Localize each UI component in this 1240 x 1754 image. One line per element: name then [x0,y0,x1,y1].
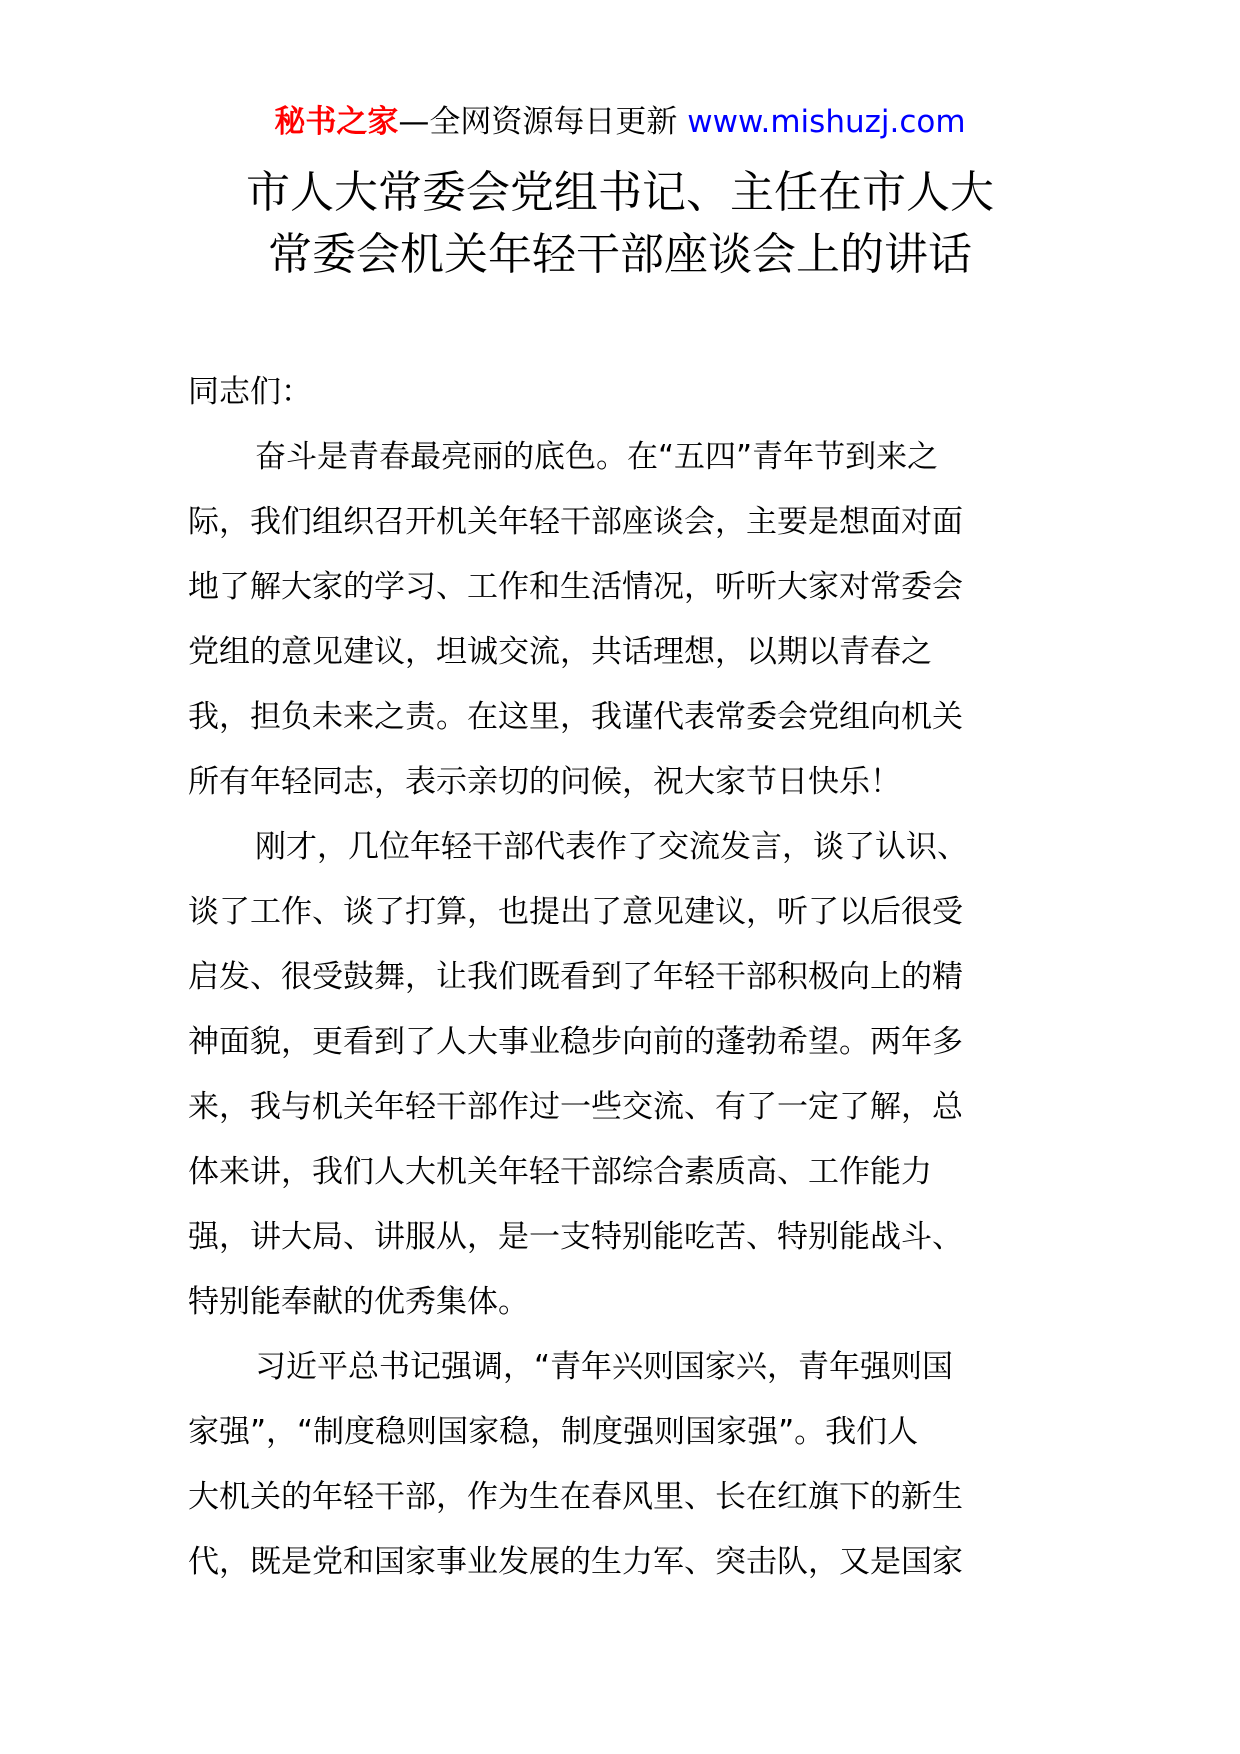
body-line: 大机关的年轻干部，作为生在春风里、长在红旗下的新生 [188,1479,963,1515]
site-url[interactable]: www.mishuzj.com [687,104,966,140]
body-line: 代，既是党和国家事业发展的生力军、突击队，又是国家 [188,1544,963,1580]
body-line: 家强”，“制度稳则国家稳，制度强则国家强”。我们人 [188,1414,919,1450]
site-header [0,100,1240,144]
body-line: 习近平总书记强调，“青年兴则国家兴，青年强则国 [255,1349,954,1385]
document-title [0,162,1240,286]
body-line: 所有年轻同志，表示亲切的问候，祝大家节日快乐！ [188,764,901,800]
body-line: 来，我与机关年轻干部作过一些交流、有了一定了解，总 [188,1089,963,1125]
body-line: 神面貌，更看到了人大事业稳步向前的蓬勃希望。两年多 [188,1024,963,1060]
body-line: 特别能奉献的优秀集体。 [188,1284,529,1320]
salutation: 同志们： [188,374,312,410]
body-line: 启发、很受鼓舞，让我们既看到了年轻干部积极向上的精 [188,959,963,995]
body-line: 奋斗是青春最亮丽的底色。在“五四”青年节到来之 [255,439,939,475]
title-line-2: 常委会机关年轻干部座谈会上的讲话 [268,229,972,280]
body-line: 体来讲，我们人大机关年轻干部综合素质高、工作能力 [188,1154,932,1190]
site-slogan: —全网资源每日更新 [398,104,688,140]
title-line-1: 市人大常委会党组书记、主任在市人大 [246,167,994,218]
brand-name: 秘书之家 [274,104,399,140]
body-line: 我，担负未来之责。在这里，我谨代表常委会党组向机关 [188,699,963,735]
body-line: 地了解大家的学习、工作和生活情况，听听大家对常委会 [188,569,963,605]
body-line: 强，讲大局、讲服从，是一支特别能吃苦、特别能战斗、 [188,1219,963,1255]
body-line: 际，我们组织召开机关年轻干部座谈会，主要是想面对面 [188,504,963,540]
document-body [188,360,1058,1595]
body-line: 刚才，几位年轻干部代表作了交流发言，谈了认识、 [255,829,968,865]
body-line: 谈了工作、谈了打算，也提出了意见建议，听了以后很受 [188,894,963,930]
body-line: 党组的意见建议，坦诚交流，共话理想，以期以青春之 [188,634,932,670]
